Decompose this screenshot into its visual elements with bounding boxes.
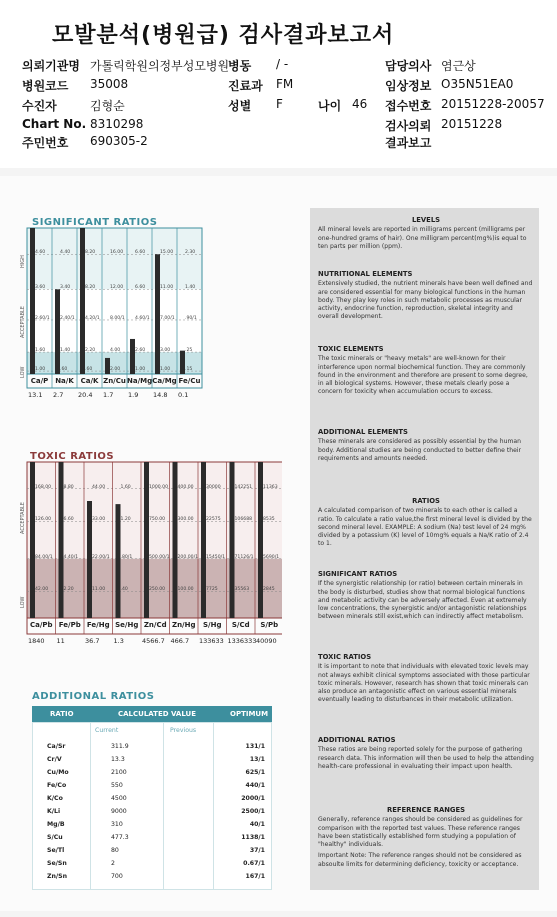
- significant-tick-label: 3.60: [35, 285, 46, 291]
- significant-tick-label: 16.00: [110, 250, 124, 256]
- ratio-cell: Fe/Co: [47, 782, 67, 789]
- toxic-tick-label: 1000.00: [149, 484, 168, 490]
- significant-tick-label: 4.00: [110, 348, 121, 354]
- toxic-tick-label: .40: [120, 587, 128, 593]
- significant-tick-label: 15.00: [160, 250, 174, 256]
- current-cell: 2100: [111, 769, 127, 776]
- significant-tick-label: 8.20: [85, 285, 96, 291]
- range-band: [27, 462, 282, 559]
- toxic-tick-label: 1.60: [120, 484, 131, 490]
- significant-tick-label: 4.20/1: [85, 315, 100, 321]
- additional-elements-text: These minerals are considered as possibly essential by the human body. Additional studies are being conducted to better define their requirements and amounts needed.: [318, 438, 522, 462]
- table-row: [33, 873, 273, 886]
- toxic-tick-label: 71126/1: [234, 554, 254, 560]
- header-value-v2b: 46: [352, 97, 368, 111]
- table-row: [33, 834, 273, 847]
- optimum-cell: 40/1: [249, 821, 265, 828]
- significant-column-label: Ca/K: [80, 377, 99, 385]
- toxic-value: 1336333: [227, 637, 257, 645]
- significant-y-label: ACCEPTABLE: [20, 306, 26, 338]
- current-cell: 80: [111, 847, 119, 854]
- current-cell: 9000: [111, 808, 127, 815]
- significant-tick-label: 6.60: [135, 285, 146, 291]
- toxic-ratios-chart: [0, 460, 282, 664]
- nutritional-text: Extensively studied, the nutrient minerals have been well defined and are considered essential for many biological functions in the human body. They play key roles in such metabolic processes as muscular activity, endocrine function, reproduction, skeletal integrity and overall development.: [318, 280, 533, 321]
- header-value-v2: F: [276, 97, 283, 111]
- header-value-v2: / -: [276, 57, 289, 71]
- header-value-v1: 690305-2: [90, 134, 148, 148]
- nutritional-heading: NUTRITIONAL ELEMENTS: [318, 270, 413, 278]
- header-value-v1: 김형순: [90, 99, 125, 113]
- significant-bar-ca-mg: [155, 254, 160, 374]
- significant-value: 20.4: [78, 391, 93, 399]
- toxic-tick-label: 84.00/1: [35, 554, 53, 560]
- significant-tick-label: 1.40: [185, 285, 196, 291]
- significant-column-label: Na/K: [55, 377, 74, 385]
- table-row: [33, 860, 273, 873]
- significant-column-label: Zn/Cu: [103, 377, 126, 385]
- significant-tick-label: 2.40/1: [60, 315, 75, 321]
- toxic-tick-label: 30000: [206, 484, 221, 490]
- significant-column-label: Ca/Mg: [152, 377, 177, 385]
- significant-y-label: HIGH: [20, 255, 26, 268]
- additional-ratios-note: [318, 736, 534, 771]
- optimum-cell: 2500/1: [241, 808, 265, 815]
- significant-value: 14.8: [153, 391, 168, 399]
- toxic-elements-text: The toxic minerals or "heavy metals" are well-known for their interference upon normal biochemical function. They are commonly found in the environment and therefore are present to some degree, in all biological systems. However, these metals clearly pose a concern for toxicity when accumulation occurs to excess.: [318, 355, 528, 396]
- significant-column-label: Fe/Cu: [178, 377, 201, 385]
- significant-column-label: Na/Mg: [127, 377, 153, 385]
- toxic-elements-section: [318, 345, 534, 397]
- header-label-l1: Chart No.: [22, 117, 87, 131]
- toxic-tick-label: 750.00: [149, 517, 166, 523]
- toxic-tick-label: 300.00: [177, 517, 194, 523]
- additional-ratios-note-text: These ratios are being reported solely for the purpose of gathering research data. This information will then be used to help the attending health-care professional in evaluating their impact upon health.: [318, 746, 534, 770]
- toxic-ratios-note: [318, 653, 534, 705]
- significant-tick-label: 2.30: [185, 250, 196, 256]
- significant-tick-label: .90/1: [185, 315, 197, 321]
- toxic-column-label: Se/Hg: [115, 621, 139, 629]
- ratio-column-header: RATIO: [50, 710, 74, 718]
- header-label-l2: 병동: [228, 59, 252, 73]
- header-label-l2: 진료과: [228, 79, 263, 93]
- current-cell: 477.3: [111, 834, 129, 841]
- toxic-y-label: LOW: [20, 596, 26, 608]
- ratio-cell: Cu/Mo: [47, 769, 69, 776]
- header-value-v1: 8310298: [90, 117, 144, 131]
- current-cell: 700: [111, 873, 123, 880]
- significant-value: 2.7: [53, 391, 64, 399]
- significant-tick-label: 3.40: [60, 285, 71, 291]
- toxic-column-label: S/Pb: [260, 621, 279, 629]
- nutritional-section: [318, 270, 534, 322]
- current-cell: 550: [111, 782, 123, 789]
- current-cell: 310: [111, 821, 123, 828]
- table-row: [33, 795, 273, 808]
- toxic-value: 11: [56, 637, 65, 645]
- significant-value: 0.1: [178, 391, 189, 399]
- toxic-tick-label: 22575: [206, 517, 221, 523]
- toxic-column-label: S/Hg: [203, 621, 222, 629]
- table-row: [33, 821, 273, 834]
- significant-tick-label: 4.60/1: [135, 315, 150, 321]
- current-cell: 13.3: [111, 756, 125, 763]
- header-value-v2: FM: [276, 77, 294, 91]
- toxic-value: 1840: [28, 637, 45, 645]
- toxic-tick-label: 200.00/1: [177, 554, 199, 560]
- toxic-column-label: Fe/Pb: [58, 621, 81, 629]
- significant-ratios-chart: [0, 226, 208, 422]
- ratios-heading: RATIOS: [412, 497, 440, 505]
- toxic-tick-label: 5690/1: [263, 554, 280, 560]
- toxic-tick-label: 400.00: [177, 484, 194, 490]
- previous-subheader: Previous: [170, 727, 197, 734]
- header-label-l2b: 나이: [318, 99, 342, 113]
- header-value-v1: 35008: [90, 77, 129, 91]
- toxic-column-label: Fe/Hg: [86, 621, 110, 629]
- ratio-cell: Mg/B: [47, 821, 65, 828]
- toxic-ratios-note-heading: TOXIC RATIOS: [318, 653, 372, 661]
- toxic-value: 133633: [199, 637, 224, 645]
- toxic-column-label: Zn/Hg: [172, 621, 196, 629]
- toxic-tick-label: 250.00: [149, 587, 166, 593]
- toxic-tick-label: 4.40/1: [63, 554, 79, 560]
- toxic-value: 466.7: [170, 637, 190, 645]
- toxic-value: 40090: [256, 637, 277, 645]
- range-band: [27, 228, 202, 289]
- toxic-tick-label: 6.60: [63, 517, 74, 523]
- additional-ratios-table: [32, 722, 272, 890]
- ratios-section: [318, 497, 534, 549]
- optimum-cell: 625/1: [245, 769, 265, 776]
- significant-tick-label: 8.00/1: [110, 315, 125, 321]
- header-value-v3: O35N51EA0: [441, 77, 514, 91]
- ratio-cell: Se/Tl: [47, 847, 65, 854]
- additional-ratios-title: ADDITIONAL RATIOS: [32, 691, 155, 702]
- header-label-l3: 검사의뢰: [385, 119, 432, 133]
- toxic-tick-label: 11.00: [92, 587, 106, 593]
- toxic-tick-label: 142251: [234, 484, 253, 490]
- current-subheader: Current: [95, 727, 119, 734]
- ratio-cell: S/Cu: [47, 834, 63, 841]
- additional-elements-heading: ADDITIONAL ELEMENTS: [318, 428, 408, 436]
- toxic-tick-label: 8.80: [63, 484, 74, 490]
- toxic-column-label: Ca/Pb: [29, 621, 53, 629]
- toxic-svg: [0, 460, 282, 664]
- header-value-v3: 염근상: [441, 59, 476, 73]
- toxic-value: 4566.7: [142, 637, 165, 645]
- significant-ratios-note: [318, 570, 534, 622]
- toxic-column-label: Zn/Cd: [143, 621, 167, 629]
- toxic-tick-label: 8535: [263, 517, 275, 523]
- additional-ratios-header: [32, 706, 272, 722]
- significant-tick-label: .60: [85, 367, 93, 373]
- toxic-tick-label: .80/1: [120, 554, 133, 560]
- header-label-l1: 주민번호: [22, 136, 69, 150]
- levels-heading: LEVELS: [411, 216, 441, 224]
- header-value-v3: 20151228: [441, 117, 503, 131]
- significant-tick-label: 6.60: [135, 250, 146, 256]
- current-cell: 2: [111, 860, 115, 867]
- toxic-tick-label: 1.20: [120, 517, 131, 523]
- additional-elements-section: [318, 428, 534, 463]
- toxic-tick-label: 126.00: [35, 517, 52, 523]
- important-note-text: Important Note: The reference ranges should not be considered as absoulte limits for determining deficiency, toxicity or acceptance.: [318, 852, 522, 868]
- header-label-l1: 병원코드: [22, 79, 69, 93]
- toxic-tick-label: 35563: [234, 587, 250, 593]
- reference-ranges-heading: REFERENCE RANGES: [386, 806, 466, 814]
- significant-tick-label: 1.00: [160, 367, 171, 373]
- header-label-l1: 수진자: [22, 99, 57, 113]
- toxic-tick-label: 11363: [263, 484, 278, 490]
- reference-ranges-text: Generally, reference ranges should be considered as guidelines for comparison with the reported test values. These reference ranges have been statistically established form studying a population of "healthy" individuals.: [318, 816, 523, 849]
- header-label-l3: 임상정보: [385, 79, 432, 93]
- significant-tick-label: 1.60: [35, 348, 46, 354]
- toxic-elements-heading: TOXIC ELEMENTS: [318, 345, 384, 353]
- significant-ratios-note-heading: SIGNIFICANT RATIOS: [318, 570, 398, 578]
- significant-ratios-note-text: If the synergistic relationship (or ratio) between certain minerals in the body is disturbed, studies show that normal biological functions and metabolic activity can be adversely affected. Even at extremely low concentrations, the synergistic and/or antagonistic relationships between minerals still exist,which can indirectly affect metabolism.: [318, 580, 527, 621]
- table-row: [33, 847, 273, 860]
- significant-tick-label: 2.00: [110, 367, 121, 373]
- significant-tick-label: 11.00: [160, 285, 174, 291]
- table-row: [33, 743, 273, 756]
- toxic-tick-label: 106688: [234, 517, 253, 523]
- reference-ranges-section: [318, 806, 534, 869]
- header-label-l1: 의뢰기관명: [22, 59, 80, 73]
- current-cell: 311.9: [111, 743, 129, 750]
- optimum-cell: 2000/1: [241, 795, 265, 802]
- current-cell: 4500: [111, 795, 127, 802]
- ratio-cell: K/Li: [47, 808, 61, 815]
- table-row: [33, 808, 273, 821]
- toxic-tick-label: 15450/1: [206, 554, 226, 560]
- optimum-cell: 37/1: [249, 847, 265, 854]
- toxic-column-label: S/Cd: [231, 621, 250, 629]
- significant-value: 1.7: [103, 391, 114, 399]
- toxic-tick-label: 44.00: [92, 484, 106, 490]
- table-row: [33, 756, 273, 769]
- toxic-tick-label: 7725: [206, 587, 218, 593]
- significant-tick-label: .60: [60, 367, 68, 373]
- significant-value: 13.1: [28, 391, 43, 399]
- toxic-tick-label: 2.20: [63, 587, 74, 593]
- optimum-cell: 1138/1: [241, 834, 265, 841]
- header-label-l3: 접수번호: [385, 99, 432, 113]
- significant-tick-label: 1.40: [60, 348, 71, 354]
- table-row: [33, 769, 273, 782]
- significant-tick-label: 2.60: [135, 348, 146, 354]
- ratio-cell: Zn/Sn: [47, 873, 68, 880]
- header-value-v1: 가톨릭학원의정부성모병원: [90, 59, 230, 73]
- toxic-y-label: ACCEPTABLE: [20, 502, 26, 534]
- levels-text: All mineral levels are reported in milligrams percent (milligrams per one-hundred grams of hair). One milligram percent(mg%)is equal to ten parts per million (ppm).: [318, 226, 527, 250]
- page-title: 모발분석(병원급) 검사결과보고서: [52, 23, 395, 48]
- ratios-text: A calculated comparison of two minerals to each other is called a ratio. To calculate a ratio value,the first mineral level is divided by the second mineral level. EXAMPLE: A sodium (Na) test level of 24 mg% divided by a potassium (K) level of 10mg% equals a Na/K ratio of 2.4 to 1.: [318, 507, 532, 548]
- significant-tick-label: 3.00: [160, 348, 171, 354]
- levels-section: [318, 216, 534, 251]
- significant-tick-label: 4.40: [60, 250, 71, 256]
- toxic-tick-label: 2845: [263, 587, 275, 593]
- toxic-tick-label: 500.00/1: [149, 554, 170, 560]
- significant-tick-label: 2.20: [85, 348, 96, 354]
- optimum-column-header: OPTIMUM: [230, 710, 269, 718]
- optimum-cell: 167/1: [245, 873, 265, 880]
- significant-tick-label: .25: [185, 348, 193, 354]
- header-label-l2: 성별: [228, 99, 252, 113]
- optimum-cell: 440/1: [245, 782, 265, 789]
- toxic-value: 36.7: [85, 637, 100, 645]
- optimum-cell: 13/1: [249, 756, 265, 763]
- additional-ratios-note-heading: ADDITIONAL RATIOS: [318, 736, 396, 744]
- toxic-ratios-note-text: It is important to note that individuals with elevated toxic levels may not always exhibit clinical symptoms associated with those particular toxic minerals. However, research has shown that toxic minerals can also produce an antagonistic effect on various essential minerals eventually leading to disturbances in their metabolic utilization.: [318, 663, 530, 704]
- significant-tick-label: 12.00: [110, 285, 124, 291]
- ratio-cell: Se/Sn: [47, 860, 67, 867]
- significant-ratios-title: SIGNIFICANT RATIOS: [32, 217, 158, 228]
- significant-bar-na-k: [55, 289, 60, 374]
- significant-tick-label: 4.60: [35, 250, 46, 256]
- ratio-cell: K/Co: [47, 795, 63, 802]
- significant-tick-label: 1.00: [135, 367, 146, 373]
- significant-tick-label: .15: [185, 367, 193, 373]
- toxic-tick-label: 100.00: [177, 587, 194, 593]
- ratio-cell: Ca/Sr: [47, 743, 66, 750]
- significant-column-label: Ca/P: [30, 377, 49, 385]
- header-label-l3: 결과보고: [385, 136, 432, 150]
- significant-tick-label: 1.00: [35, 367, 46, 373]
- significant-tick-label: 7.00/1: [160, 315, 175, 321]
- header-value-v3: 20151228-20057: [441, 97, 545, 111]
- ratio-cell: Cr/V: [47, 756, 62, 763]
- optimum-cell: 0.67/1: [243, 860, 265, 867]
- significant-tick-label: 2.60/1: [35, 315, 50, 321]
- toxic-tick-label: 33.00: [92, 517, 106, 523]
- significant-y-label: LOW: [20, 366, 26, 378]
- toxic-tick-label: 168.00: [35, 484, 52, 490]
- significant-value: 1.9: [128, 391, 139, 399]
- calculated-value-column-header: CALCULATED VALUE: [118, 710, 197, 718]
- optimum-cell: 131/1: [245, 743, 265, 750]
- toxic-value: 1.3: [113, 637, 124, 645]
- toxic-ratios-title: TOXIC RATIOS: [30, 451, 115, 462]
- table-row: [33, 782, 273, 795]
- significant-tick-label: 8.20: [85, 250, 96, 256]
- toxic-tick-label: 22.00/1: [92, 554, 110, 560]
- toxic-tick-label: 42.00: [35, 587, 49, 593]
- header-label-l3: 담당의사: [385, 59, 432, 73]
